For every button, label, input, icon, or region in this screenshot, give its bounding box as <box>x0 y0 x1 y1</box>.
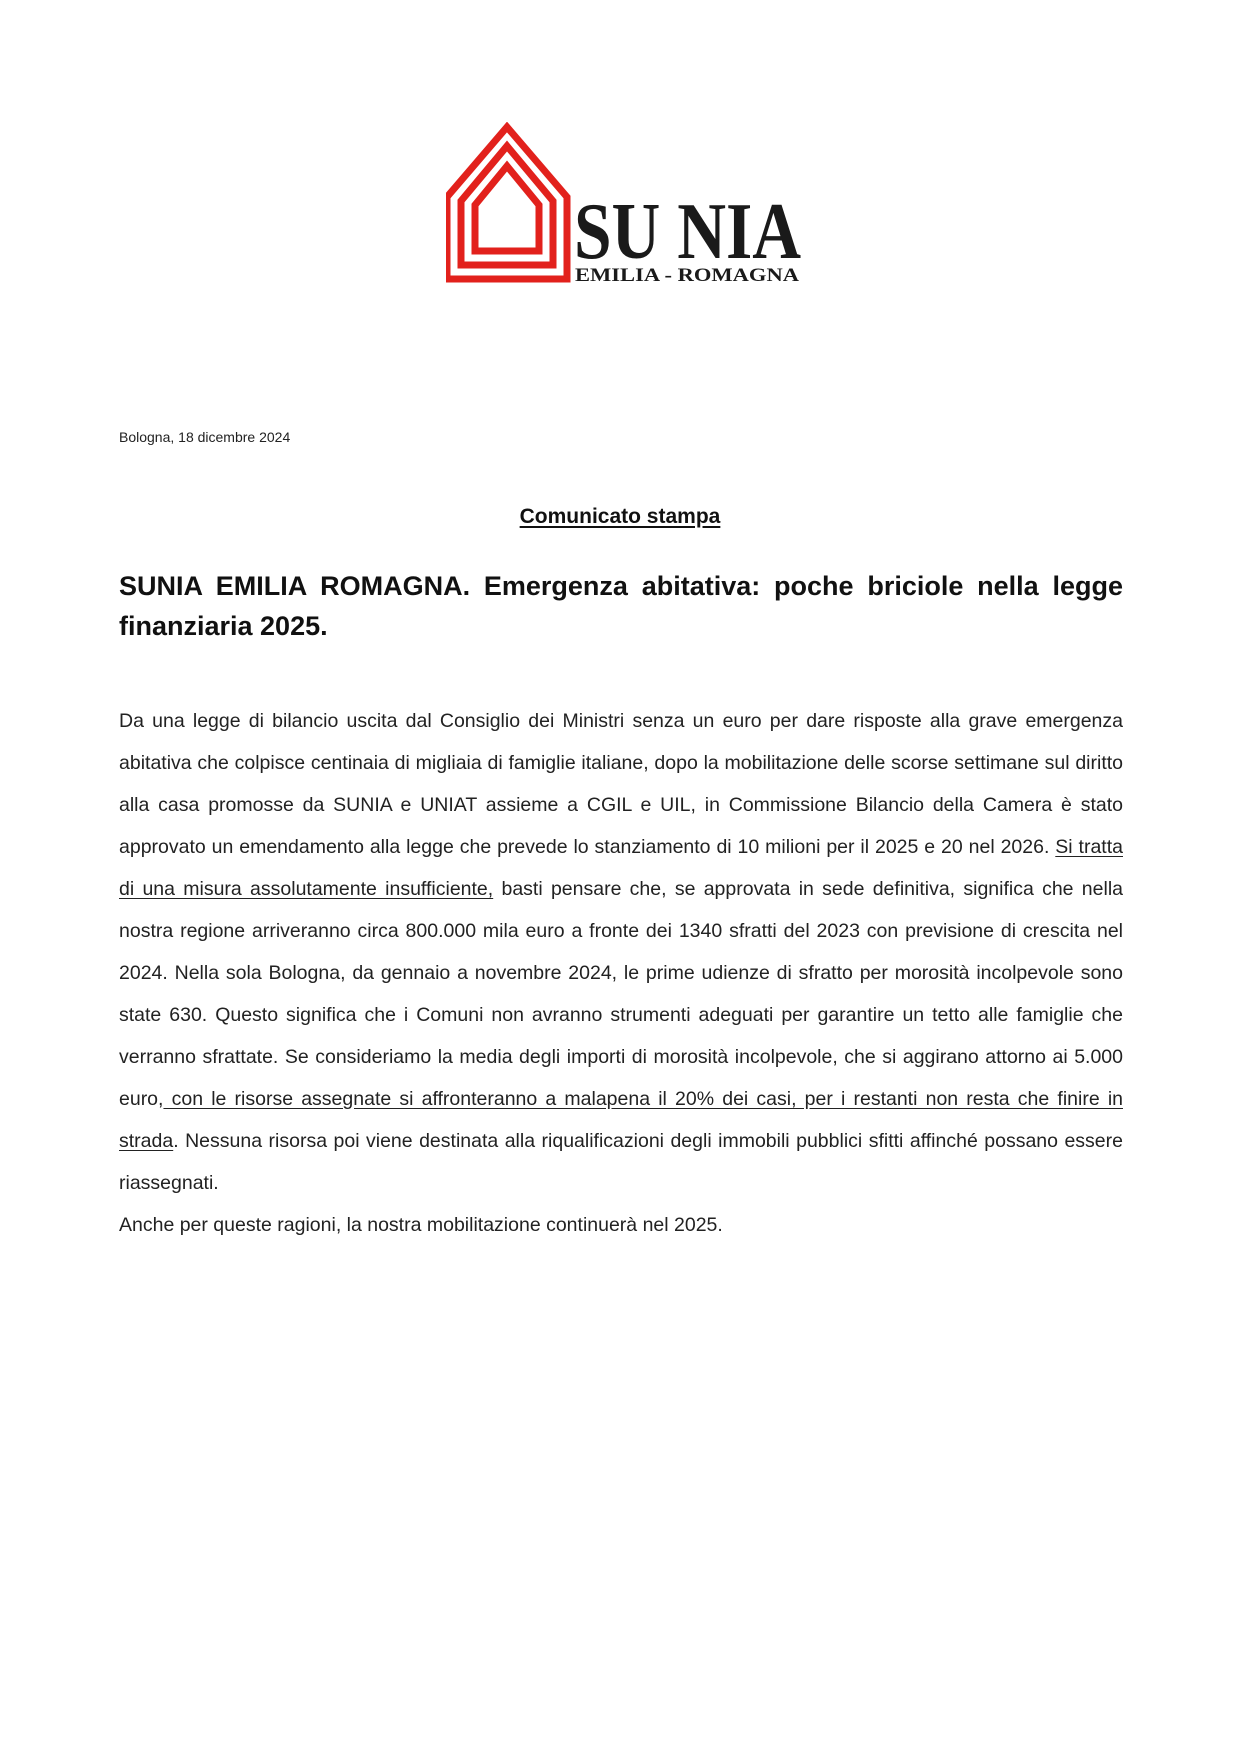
body-text-part3: . Nessuna risorsa poi viene destinata alla riqualificazioni degli immobili pubblici sfitti affinché possano essere riassegnati. <box>119 1130 1123 1194</box>
body-text-part2: basti pensare che, se approvata in sede definitiva, significa che nella nostra regione arriveranno circa 800.000 mila euro a fronte dei 1340 sfratti del 2023 con previsione di crescita nel 2024. Nella sola Bologna, da gennaio a novembre 2024, le prime udienze di sfratto per morosità incolpevole sono state 630. Questo significa che i Comuni non avranno strumenti adeguati per garantire un tetto alle famiglie che verranno sfrattate. Se consideriamo la media degli importi di morosità incolpevole, che si aggirano attorno ai 5.000 euro, <box>119 878 1124 1110</box>
body-text-part1: Da una legge di bilancio uscita dal Consiglio dei Ministri senza un euro per dare risposte alla grave emergenza abitativa che colpisce centinaia di migliaia di famiglie italiane, dopo la mobilitazione delle scorse settimane sul diritto alla casa promosse da SUNIA e UNIAT assieme a CGIL e UIL, in Commissione Bilancio della Camera è stato approvato un emendamento alla legge che prevede lo stanziamento di 10 milioni per il 2025 e 20 nel 2026. <box>119 710 1123 858</box>
body-paragraph <box>119 700 1123 1204</box>
logo-region: EMILIA - ROMAGNA <box>575 265 800 286</box>
body-emphasis-resources: con le risorse assegnate si affronteranno a malapena il 20% dei casi, per i restanti non resta che finire in strada <box>119 1088 1123 1152</box>
sunia-logo <box>446 122 806 287</box>
document-kicker: Comunicato stampa <box>519 505 721 528</box>
logo-wordmark: SU NIA <box>574 188 802 276</box>
document-date: Bologna, 18 dicembre 2024 <box>119 429 291 445</box>
press-release-headline: SUNIA EMILIA ROMAGNA. Emergenza abitativa: poche briciole nella legge finanziaria 2025. <box>119 571 1123 641</box>
closing-sentence: Anche per queste ragioni, la nostra mobilitazione continuerà nel 2025. <box>119 1214 723 1236</box>
body-emphasis-insufficient: Si tratta di una misura assolutamente insufficiente, <box>119 836 1123 900</box>
house-logo-icon <box>446 122 806 287</box>
